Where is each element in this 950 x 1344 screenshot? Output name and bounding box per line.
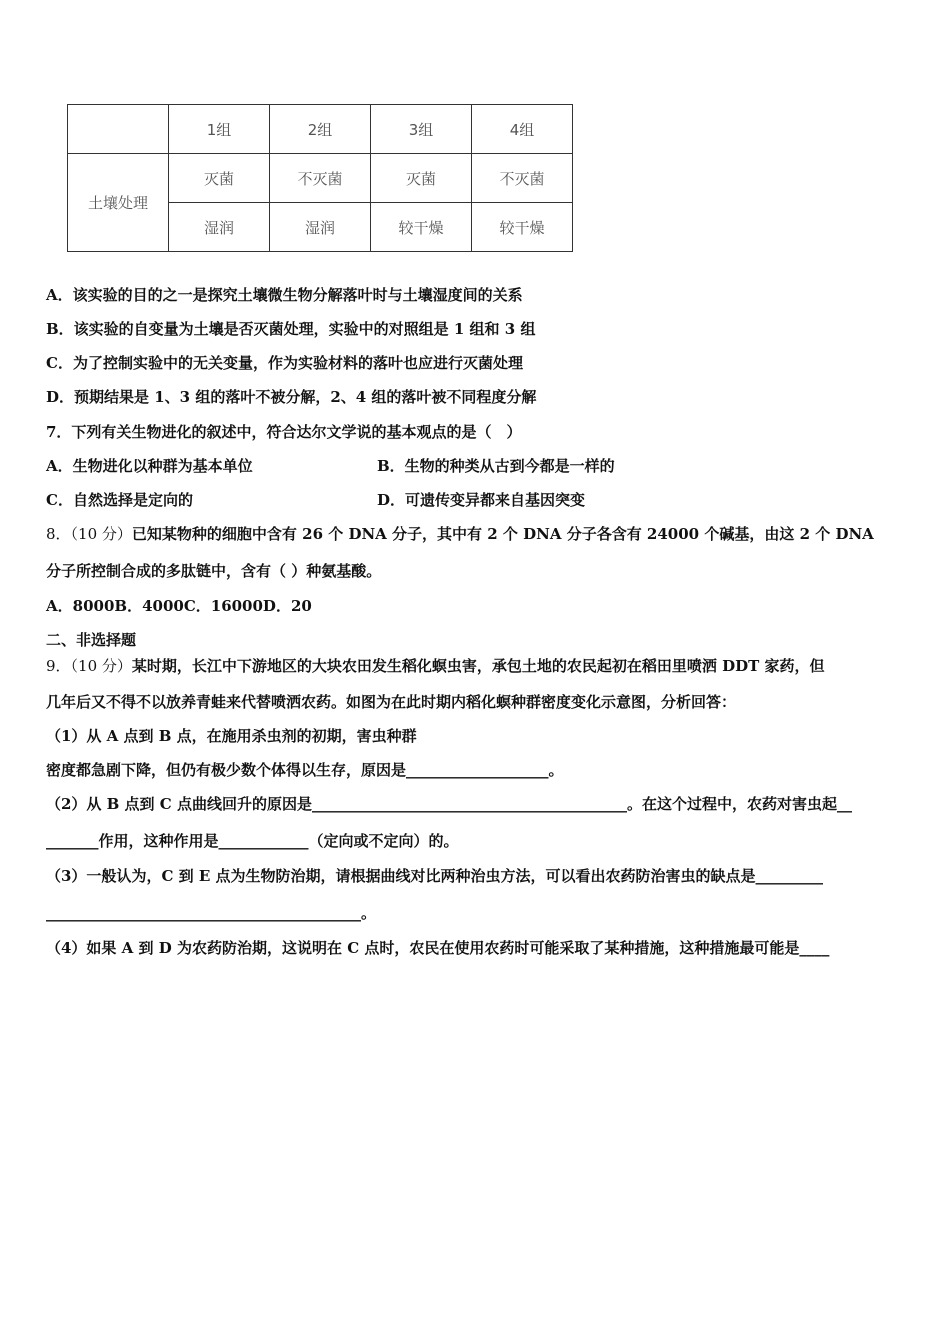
q6-option-d: D．预期结果是 1、3 组的落叶不被分解，2、4 组的落叶被不同程度分解 bbox=[46, 388, 537, 406]
section-title: 二、非选择题 bbox=[46, 631, 137, 649]
table-header-cell: 2组 bbox=[270, 105, 371, 154]
q8-stem-text: 已知某物种的细胞中含有 26 个 DNA 分子，其中有 2 个 DNA 分子各含有 24000 个碱基，由这 2 个 DNA bbox=[131, 525, 874, 543]
table-row bbox=[68, 154, 573, 203]
q9-part4-line1: （4）如果 A 到 D 为农药防治期，这说明在 C 点时，农民在使用农药时可能采取了某种措施，这种措施最可能是____ bbox=[46, 939, 830, 957]
q6-option-c: C．为了控制实验中的无关变量，作为实验材料的落叶也应进行灭菌处理 bbox=[46, 354, 523, 372]
q9-stem-line1 bbox=[46, 656, 825, 676]
q9-part2-line1: （2）从 B 点到 C 点曲线回升的原因是__________________________________________。在这个过程中，农药对害虫起__ bbox=[46, 795, 852, 813]
q7-option-d: D．可遗传变异都来自基因突变 bbox=[377, 491, 586, 509]
q9-number: 9．（10 分） bbox=[46, 657, 132, 675]
q8-number: 8．（10 分） bbox=[46, 525, 132, 543]
q9-part2-line2: _______作用，这种作用是____________（定向或不定向）的。 bbox=[46, 832, 459, 850]
q9-part1-line1: （1）从 A 点到 B 点，在施用杀虫剂的初期，害虫种群 bbox=[46, 727, 417, 745]
q8-stem-line2: 分子所控制合成的多肽链中，含有（ ）种氨基酸。 bbox=[46, 562, 382, 580]
table-corner-cell bbox=[68, 105, 169, 154]
table-header-cell: 3组 bbox=[371, 105, 472, 154]
q9-stem-text: 某时期，长江中下游地区的大块农田发生稻化螟虫害，承包土地的农民起初在稻田里喷洒 DDT 家药，但 bbox=[131, 657, 825, 675]
table-header-row bbox=[68, 105, 573, 154]
q8-options: A．8000B．4000C．16000D．20 bbox=[46, 597, 312, 615]
q7-option-b: B．生物的种类从古到今都是一样的 bbox=[377, 457, 615, 475]
q6-option-a: A．该实验的目的之一是探究土壤微生物分解落叶时与土壤湿度间的关系 bbox=[46, 286, 523, 304]
q9-part3-line2: __________________________________________。 bbox=[46, 904, 377, 922]
table-cell: 灭菌 bbox=[371, 154, 472, 203]
table-cell: 湿润 bbox=[270, 203, 371, 252]
q9-stem-line2: 几年后又不得不以放养青蛙来代替喷洒农药。如图为在此时期内稻化螟种群密度变化示意图，分析回答： bbox=[46, 693, 737, 711]
q7-option-a: A．生物进化以种群为基本单位 bbox=[46, 457, 253, 475]
q8-stem-line1 bbox=[46, 524, 874, 544]
q7-option-c: C．自然选择是定向的 bbox=[46, 491, 193, 509]
table-cell: 较干燥 bbox=[472, 203, 573, 252]
table-cell: 灭菌 bbox=[169, 154, 270, 203]
table-cell: 湿润 bbox=[169, 203, 270, 252]
table-header-cell: 1组 bbox=[169, 105, 270, 154]
q7-stem: 7．下列有关生物进化的叙述中，符合达尔文学说的基本观点的是（ ） bbox=[46, 423, 522, 441]
table-header-cell: 4组 bbox=[472, 105, 573, 154]
table-cell: 不灭菌 bbox=[270, 154, 371, 203]
q6-option-b: B．该实验的自变量为土壤是否灭菌处理，实验中的对照组是 1 组和 3 组 bbox=[46, 320, 536, 338]
table-row-label: 土壤处理 bbox=[68, 154, 169, 252]
q9-part1-line2: 密度都急剧下降，但仍有极少数个体得以生存，原因是___________________。 bbox=[46, 761, 564, 779]
table-cell: 不灭菌 bbox=[472, 154, 573, 203]
table-cell: 较干燥 bbox=[371, 203, 472, 252]
q9-part3-line1: （3）一般认为，C 到 E 点为生物防治期，请根据曲线对比两种治虫方法，可以看出农药防治害虫的缺点是_________ bbox=[46, 867, 823, 885]
soil-treatment-table bbox=[67, 104, 573, 252]
